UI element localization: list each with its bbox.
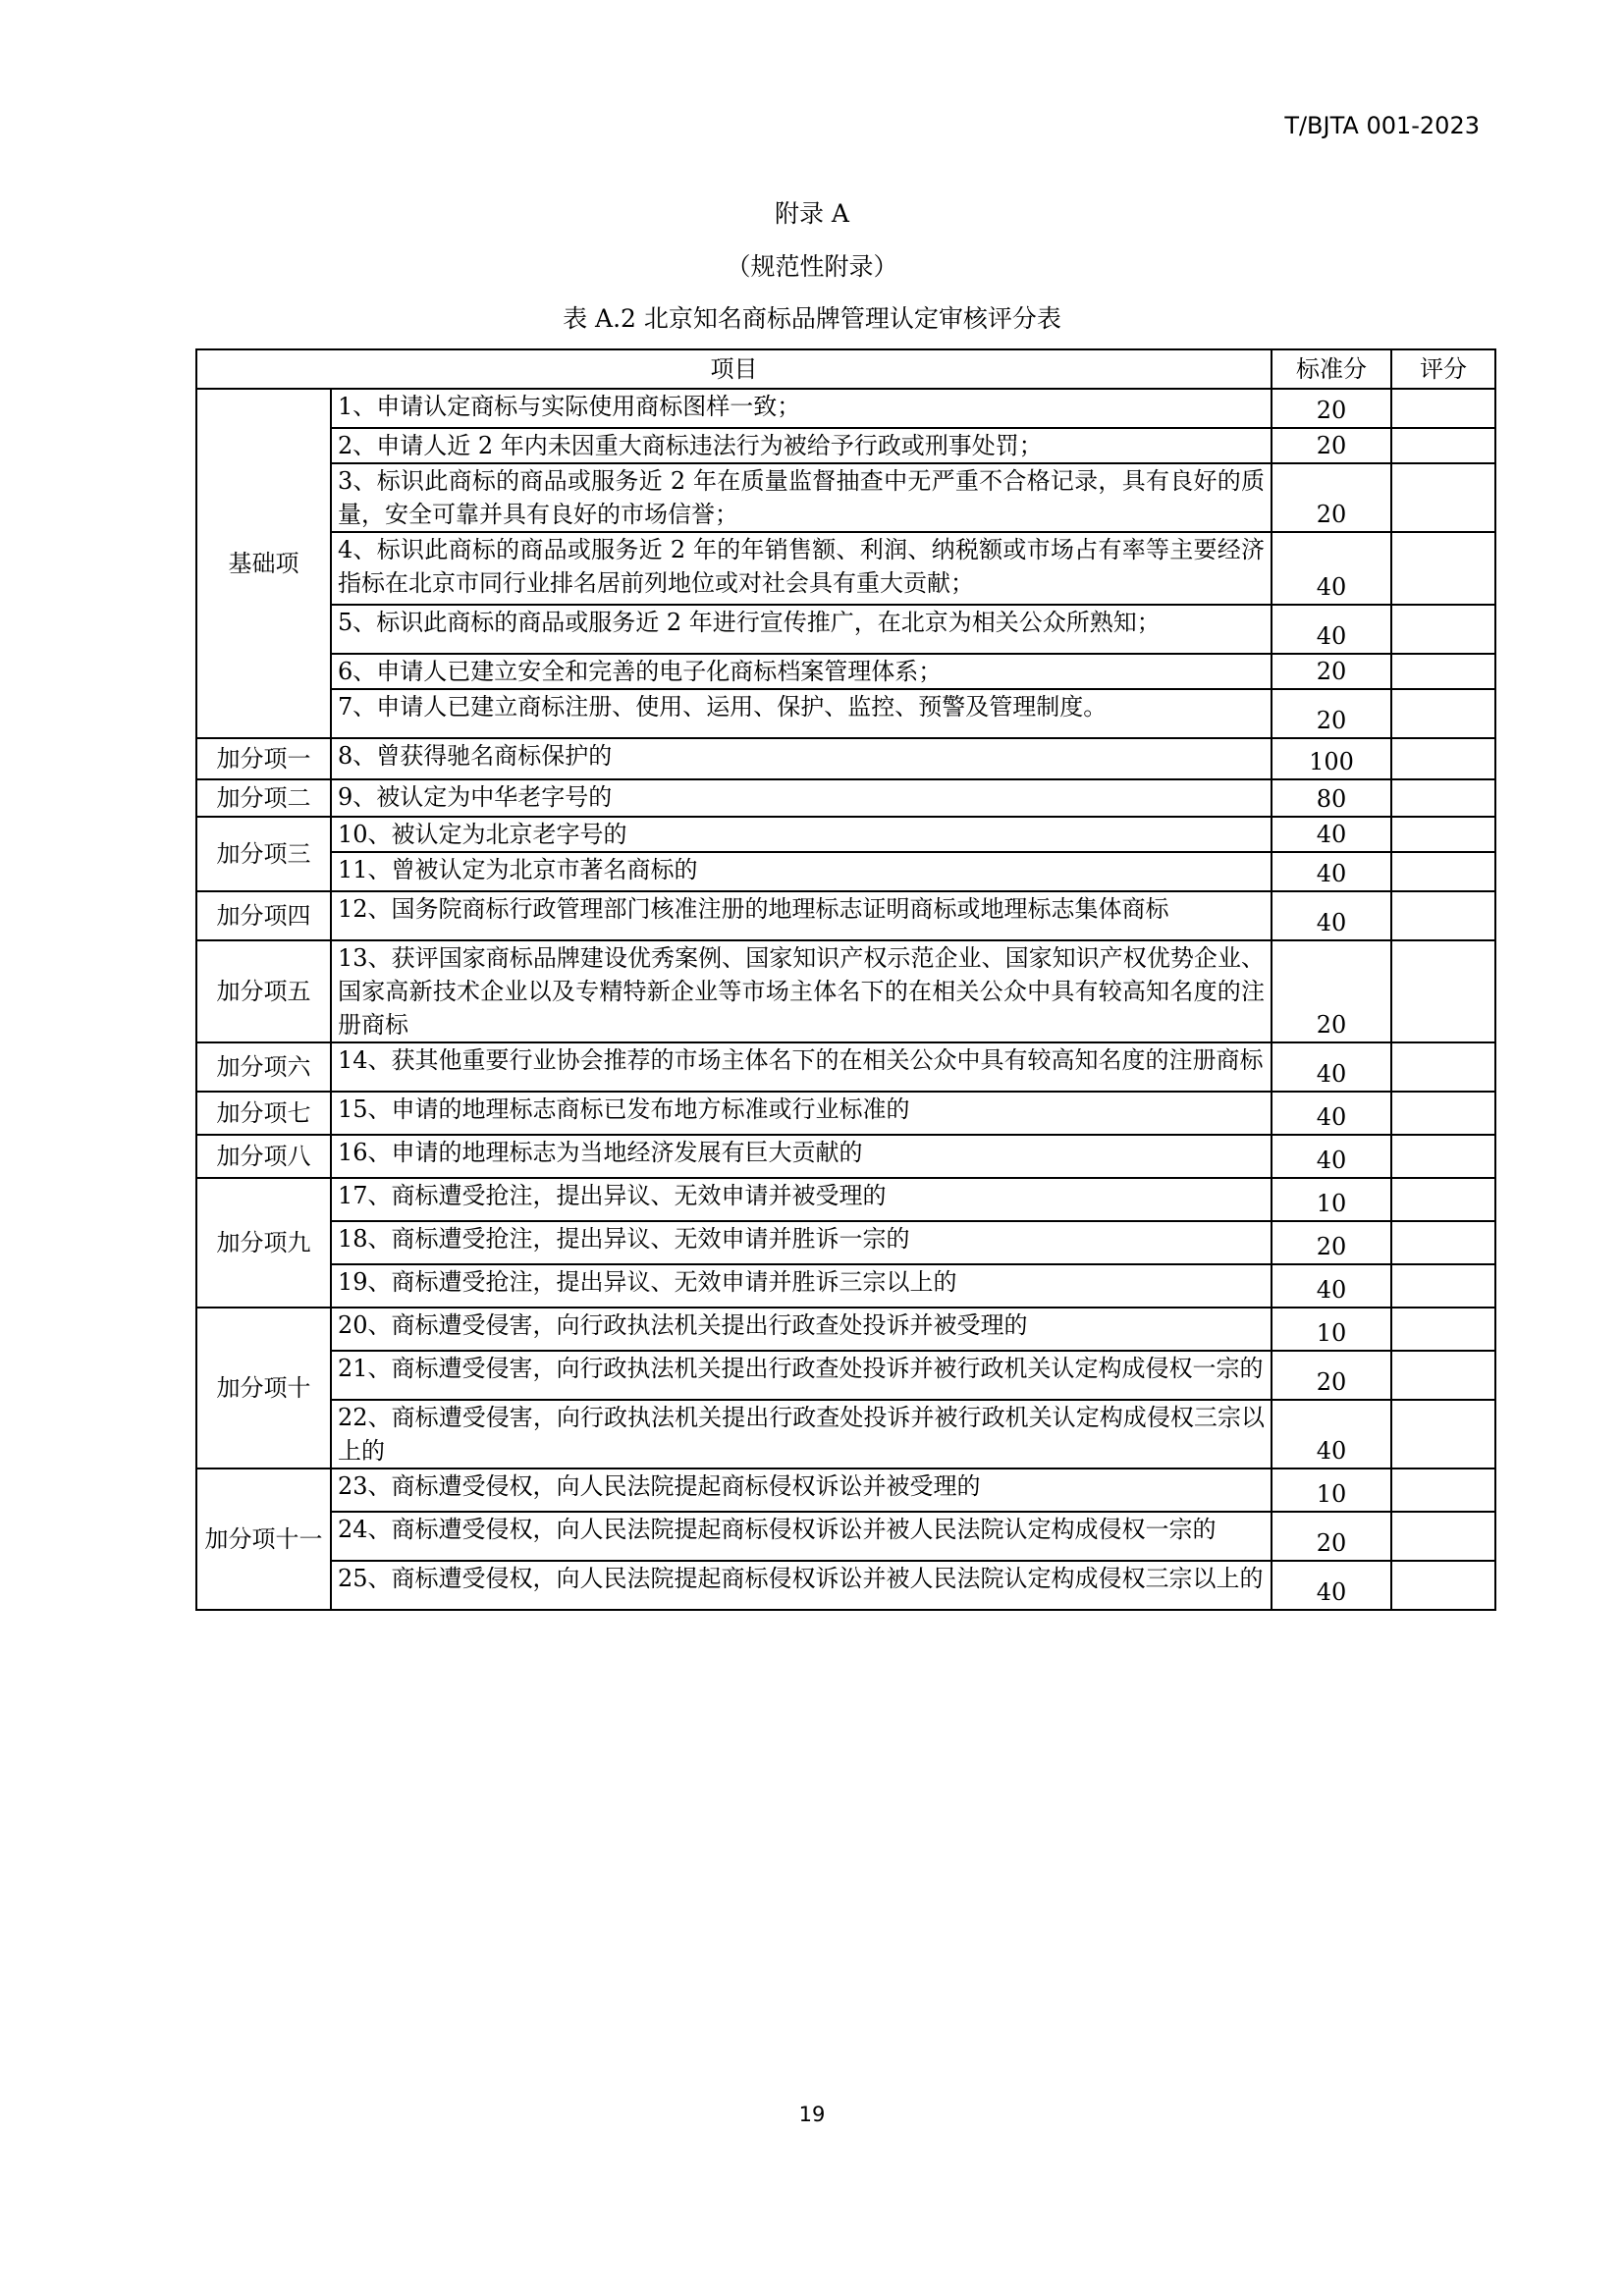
item-text-cell: 14、获其他重要行业协会推荐的市场主体名下的在相关公众中具有较高知名度的注册商标 <box>331 1042 1272 1092</box>
document-code: T/BJTA 001-2023 <box>1284 112 1480 139</box>
header-item: 项目 <box>196 349 1272 389</box>
item-text-cell: 2、申请人近 2 年内未因重大商标违法行为被给予行政或刑事处罚； <box>331 428 1272 463</box>
table-row <box>196 605 1495 654</box>
category-cell: 加分项十一 <box>196 1468 331 1610</box>
item-text-cell: 13、获评国家商标品牌建设优秀案例、国家知识产权示范企业、国家知识产权优势企业、国家高新技术企业以及专精特新企业等市场主体名下的在相关公众中具有较高知名度的注册商标 <box>331 940 1272 1042</box>
score-input-cell <box>1391 1264 1495 1308</box>
standard-score-cell: 20 <box>1272 389 1391 428</box>
table-row <box>196 428 1495 463</box>
table-row <box>196 940 1495 1042</box>
item-text-cell: 8、曾获得驰名商标保护的 <box>331 738 1272 779</box>
score-input-cell <box>1391 1561 1495 1610</box>
item-text-cell: 11、曾被认定为北京市著名商标的 <box>331 852 1272 891</box>
standard-score-cell: 40 <box>1272 532 1391 605</box>
standard-score-cell: 20 <box>1272 1512 1391 1561</box>
standard-score-cell: 20 <box>1272 654 1391 689</box>
category-cell: 加分项七 <box>196 1092 331 1135</box>
score-input-cell <box>1391 738 1495 779</box>
standard-score-cell: 10 <box>1272 1308 1391 1351</box>
table-row <box>196 1308 1495 1351</box>
score-input-cell <box>1391 1351 1495 1400</box>
score-input-cell <box>1391 1178 1495 1221</box>
score-input-cell <box>1391 779 1495 817</box>
standard-score-cell: 20 <box>1272 428 1391 463</box>
table-title: 表 A.2 北京知名商标品牌管理认定审核评分表 <box>563 304 1061 333</box>
score-input-cell <box>1391 1092 1495 1135</box>
score-input-cell <box>1391 428 1495 463</box>
item-text-cell: 10、被认定为北京老字号的 <box>331 817 1272 852</box>
table-row <box>196 1092 1495 1135</box>
item-text-cell: 19、商标遭受抢注，提出异议、无效申请并胜诉三宗以上的 <box>331 1264 1272 1308</box>
table-header-row <box>196 349 1495 389</box>
item-text-cell: 20、商标遭受侵害，向行政执法机关提出行政查处投诉并被受理的 <box>331 1308 1272 1351</box>
standard-score-cell: 40 <box>1272 1264 1391 1308</box>
score-input-cell <box>1391 532 1495 605</box>
item-text-cell: 23、商标遭受侵权，向人民法院提起商标侵权诉讼并被受理的 <box>331 1468 1272 1512</box>
table-row <box>196 1512 1495 1561</box>
table-row <box>196 1400 1495 1468</box>
score-input-cell <box>1391 817 1495 852</box>
table-row <box>196 532 1495 605</box>
table-row <box>196 1221 1495 1264</box>
table-row <box>196 689 1495 738</box>
table-body <box>196 389 1495 1610</box>
score-input-cell <box>1391 1135 1495 1178</box>
standard-score-cell: 10 <box>1272 1178 1391 1221</box>
category-cell: 基础项 <box>196 389 331 738</box>
score-input-cell <box>1391 1308 1495 1351</box>
table-row <box>196 1468 1495 1512</box>
item-text-cell: 17、商标遭受抢注，提出异议、无效申请并被受理的 <box>331 1178 1272 1221</box>
standard-score-cell: 40 <box>1272 1092 1391 1135</box>
standard-score-cell: 40 <box>1272 605 1391 654</box>
category-cell: 加分项二 <box>196 779 331 817</box>
table-row <box>196 1178 1495 1221</box>
table-row <box>196 779 1495 817</box>
category-cell: 加分项三 <box>196 817 331 891</box>
score-input-cell <box>1391 1512 1495 1561</box>
header-standard-score: 标准分 <box>1272 349 1391 389</box>
category-cell: 加分项十 <box>196 1308 331 1468</box>
standard-score-cell: 20 <box>1272 1221 1391 1264</box>
table-row <box>196 1264 1495 1308</box>
table-row <box>196 1135 1495 1178</box>
item-text-cell: 24、商标遭受侵权，向人民法院提起商标侵权诉讼并被人民法院认定构成侵权一宗的 <box>331 1512 1272 1561</box>
item-text-cell: 18、商标遭受抢注，提出异议、无效申请并胜诉一宗的 <box>331 1221 1272 1264</box>
standard-score-cell: 20 <box>1272 940 1391 1042</box>
category-cell: 加分项五 <box>196 940 331 1042</box>
category-cell: 加分项九 <box>196 1178 331 1308</box>
table-row <box>196 852 1495 891</box>
standard-score-cell: 10 <box>1272 1468 1391 1512</box>
score-input-cell <box>1391 891 1495 940</box>
table-row <box>196 891 1495 940</box>
score-input-cell <box>1391 389 1495 428</box>
standard-score-cell: 100 <box>1272 738 1391 779</box>
item-text-cell: 21、商标遭受侵害，向行政执法机关提出行政查处投诉并被行政机关认定构成侵权一宗的 <box>331 1351 1272 1400</box>
standard-score-cell: 40 <box>1272 1400 1391 1468</box>
score-input-cell <box>1391 463 1495 532</box>
table-row <box>196 389 1495 428</box>
standard-score-cell: 20 <box>1272 463 1391 532</box>
item-text-cell: 5、标识此商标的商品或服务近 2 年进行宣传推广，在北京为相关公众所熟知； <box>331 605 1272 654</box>
table-row <box>196 463 1495 532</box>
table-row <box>196 1561 1495 1610</box>
appendix-title: 附录 A <box>774 199 849 228</box>
table-row <box>196 1042 1495 1092</box>
item-text-cell: 4、标识此商标的商品或服务近 2 年的年销售额、利润、纳税额或市场占有率等主要经济指标在北京市同行业排名居前列地位或对社会具有重大贡献； <box>331 532 1272 605</box>
score-input-cell <box>1391 1042 1495 1092</box>
item-text-cell: 12、国务院商标行政管理部门核准注册的地理标志证明商标或地理标志集体商标 <box>331 891 1272 940</box>
item-text-cell: 9、被认定为中华老字号的 <box>331 779 1272 817</box>
score-input-cell <box>1391 689 1495 738</box>
score-input-cell <box>1391 1468 1495 1512</box>
score-input-cell <box>1391 605 1495 654</box>
standard-score-cell: 40 <box>1272 852 1391 891</box>
table-row <box>196 1351 1495 1400</box>
standard-score-cell: 20 <box>1272 1351 1391 1400</box>
standard-score-cell: 40 <box>1272 1042 1391 1092</box>
category-cell: 加分项六 <box>196 1042 331 1092</box>
table-row <box>196 817 1495 852</box>
item-text-cell: 3、标识此商标的商品或服务近 2 年在质量监督抽查中无严重不合格记录，具有良好的质量，安全可靠并具有良好的市场信誉； <box>331 463 1272 532</box>
standard-score-cell: 40 <box>1272 1135 1391 1178</box>
item-text-cell: 25、商标遭受侵权，向人民法院提起商标侵权诉讼并被人民法院认定构成侵权三宗以上的 <box>331 1561 1272 1610</box>
item-text-cell: 22、商标遭受侵害，向行政执法机关提出行政查处投诉并被行政机关认定构成侵权三宗以上的 <box>331 1400 1272 1468</box>
standard-score-cell: 80 <box>1272 779 1391 817</box>
standard-score-cell: 40 <box>1272 817 1391 852</box>
standard-score-cell: 40 <box>1272 1561 1391 1610</box>
score-input-cell <box>1391 1221 1495 1264</box>
item-text-cell: 7、申请人已建立商标注册、使用、运用、保护、监控、预警及管理制度。 <box>331 689 1272 738</box>
category-cell: 加分项八 <box>196 1135 331 1178</box>
table-row <box>196 654 1495 689</box>
score-input-cell <box>1391 940 1495 1042</box>
score-input-cell <box>1391 852 1495 891</box>
category-cell: 加分项一 <box>196 738 331 779</box>
item-text-cell: 1、申请认定商标与实际使用商标图样一致； <box>331 389 1272 428</box>
item-text-cell: 16、申请的地理标志为当地经济发展有巨大贡献的 <box>331 1135 1272 1178</box>
item-text-cell: 15、申请的地理标志商标已发布地方标准或行业标准的 <box>331 1092 1272 1135</box>
score-input-cell <box>1391 654 1495 689</box>
table-row <box>196 738 1495 779</box>
appendix-subtitle: （规范性附录） <box>726 252 898 281</box>
score-input-cell <box>1391 1400 1495 1468</box>
header-score: 评分 <box>1391 349 1495 389</box>
standard-score-cell: 20 <box>1272 689 1391 738</box>
item-text-cell: 6、申请人已建立安全和完善的电子化商标档案管理体系； <box>331 654 1272 689</box>
scoring-table <box>195 348 1496 1611</box>
category-cell: 加分项四 <box>196 891 331 940</box>
standard-score-cell: 40 <box>1272 891 1391 940</box>
page-number: 19 <box>798 2103 826 2126</box>
